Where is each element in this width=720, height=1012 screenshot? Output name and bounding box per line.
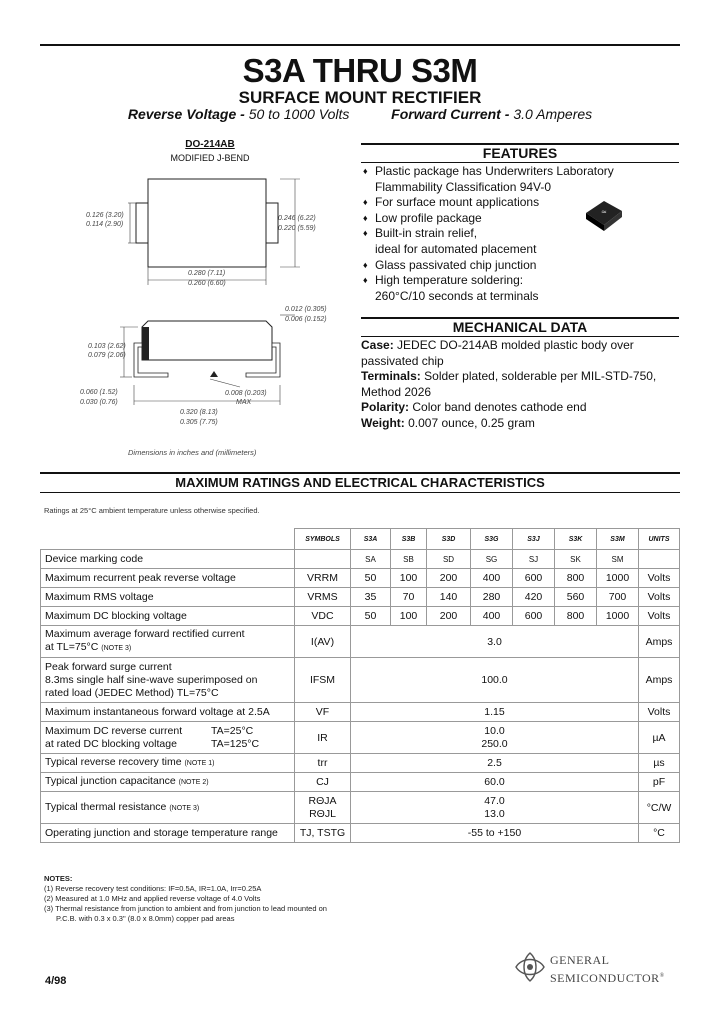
col-header: S3K bbox=[555, 529, 597, 550]
lead-right bbox=[266, 203, 278, 243]
dim-5: 0.280 (7.11) bbox=[188, 270, 226, 277]
ratings-line bbox=[0, 106, 720, 122]
notes-heading: NOTES: bbox=[44, 874, 73, 883]
reverse-voltage-value: 50 to 1000 Volts bbox=[248, 106, 350, 122]
mech-polarity: Polarity: Color band denotes cathode end bbox=[361, 400, 587, 415]
col-header: S3M bbox=[597, 529, 639, 550]
lead-left bbox=[136, 203, 148, 243]
dim-11: 0.060 (1.52) bbox=[80, 389, 118, 396]
package-caption: Dimensions in inches and (millimeters) bbox=[128, 448, 257, 457]
page-subtitle: SURFACE MOUNT RECTIFIER bbox=[238, 88, 482, 107]
note-item: P.C.B. with 0.3 x 0.3" (8.0 x 8.0mm) copper pad areas bbox=[56, 914, 235, 923]
ratings-table bbox=[40, 528, 680, 843]
col-header: S3B bbox=[391, 529, 427, 550]
dim-15: 0.320 (8.13) bbox=[180, 409, 218, 416]
col-header: SYMBOLS bbox=[295, 529, 351, 550]
table-row: Typical junction capacitance (NOTE 2) CJ 60.0 pF bbox=[41, 773, 680, 792]
mech-terminals: Terminals: Solder plated, solderable per MIL-STD-750, Method 2026 bbox=[361, 369, 657, 399]
dim-2: 0.114 (2.90) bbox=[86, 221, 124, 228]
dim-4: 0.220 (5.59) bbox=[278, 225, 316, 232]
feature-item: ♦ For surface mount applications bbox=[363, 195, 540, 210]
dim-9: 0.103 (2.62) bbox=[88, 343, 126, 350]
table-row: Device marking code SA SB SD SG SJ SK SM bbox=[41, 550, 680, 569]
dim-13: 0.008 (0.203) bbox=[225, 390, 267, 397]
separator-1: - bbox=[240, 106, 245, 122]
table-row: Peak forward surge current 8.3ms single half sine-wave superimposed on rated load (JEDEC Method) TL=75°C IFSM 100.0 Amps bbox=[41, 658, 680, 703]
feature-item: ♦ Low profile package bbox=[363, 210, 482, 225]
dim-14: MAX bbox=[236, 399, 252, 406]
cathode-band bbox=[142, 327, 149, 360]
col-header: UNITS bbox=[639, 529, 680, 550]
feature-item: ♦ Plastic package has Underwriters Laboratory Flammability Classification 94V-0 bbox=[363, 164, 614, 194]
note-item: (2) Measured at 1.0 MHz and applied reverse voltage of 4.0 Volts bbox=[44, 894, 261, 903]
features-bottom-rule bbox=[361, 162, 679, 163]
mech-case: Case: JEDEC DO-214AB molded plastic body over passivated chip bbox=[361, 338, 634, 368]
forward-current-label: Forward Current bbox=[391, 106, 501, 122]
product-photo bbox=[582, 195, 626, 235]
forward-current-value: 3.0 Amperes bbox=[513, 106, 593, 122]
reverse-voltage-label: Reverse Voltage bbox=[127, 106, 237, 122]
date-code: 4/98 bbox=[45, 975, 67, 987]
features-heading: FEATURES bbox=[482, 145, 558, 161]
dim-12: 0.030 (0.76) bbox=[80, 399, 118, 406]
notes bbox=[44, 874, 374, 924]
dim-6: 0.260 (6.60) bbox=[188, 280, 226, 287]
mechanical-heading: MECHANICAL DATA bbox=[452, 319, 588, 335]
package-name: DO-214AB bbox=[185, 139, 235, 150]
col-header: S3A bbox=[351, 529, 391, 550]
mech-weight: Weight: 0.007 ounce, 0.25 gram bbox=[361, 415, 535, 430]
feature-item: ♦ Built-in strain relief, ideal for automated placement bbox=[363, 226, 537, 256]
top-rule bbox=[40, 44, 680, 46]
features-list bbox=[363, 164, 683, 304]
max-ratings-heading: MAXIMUM RATINGS AND ELECTRICAL CHARACTERISTICS bbox=[175, 475, 545, 490]
table-row: Maximum RMS voltage VRMS 35 70 140 280 420 560 700 Volts bbox=[41, 588, 680, 607]
table-row: Typical thermal resistance (NOTE 3) RΘJA RΘJL 47.0 13.0 °C/W bbox=[41, 792, 680, 824]
table-row: Maximum average forward rectified current at TL=75°C (NOTE 3) I(AV) 3.0 Amps bbox=[41, 626, 680, 658]
table-row: Typical reverse recovery time (NOTE 1) trr 2.5 µs bbox=[41, 754, 680, 773]
separator-2: - bbox=[504, 106, 510, 122]
param-header bbox=[41, 529, 295, 550]
table-row: Maximum instantaneous forward voltage at 2.5A VF 1.15 Volts bbox=[41, 703, 680, 722]
svg-text:≈: ≈ bbox=[601, 208, 607, 216]
table-row: Maximum DC reverse current TA=25°C at rated DC blocking voltage TA=125°C IR 10.0 250.0 µA bbox=[41, 722, 680, 754]
col-header: S3D bbox=[427, 529, 471, 550]
package-drawing bbox=[80, 165, 330, 415]
package-body-side bbox=[142, 321, 272, 360]
table-row: Maximum DC blocking voltage VDC 50 100 200 400 600 800 1000 Volts bbox=[41, 607, 680, 626]
company-logo-icon bbox=[512, 950, 548, 984]
company-logo-text: GENERAL SEMICONDUCTOR® bbox=[550, 953, 665, 985]
col-header: S3J bbox=[513, 529, 555, 550]
mechanical-data bbox=[361, 338, 681, 432]
mechanical-bottom-rule bbox=[361, 336, 679, 337]
page-title: S3A THRU S3M bbox=[242, 52, 478, 89]
max-top-rule bbox=[40, 472, 680, 474]
max-bottom-rule bbox=[40, 492, 680, 493]
dim-10: 0.079 (2.06) bbox=[88, 352, 126, 359]
table-row: Maximum recurrent peak reverse voltage VRRM 50 100 200 400 600 800 1000 Volts bbox=[41, 569, 680, 588]
col-header: S3G bbox=[471, 529, 513, 550]
dim-3: 0.246 (6.22) bbox=[278, 215, 316, 222]
note-item: (3) Thermal resistance from junction to ambient and from junction to lead mounted on bbox=[44, 904, 327, 913]
dim-16: 0.305 (7.75) bbox=[180, 419, 218, 426]
dim-7: 0.012 (0.305) bbox=[285, 306, 327, 313]
dim-1: 0.126 (3.20) bbox=[86, 212, 124, 219]
feature-item: ♦ Glass passivated chip junction bbox=[363, 257, 537, 272]
ratings-note: Ratings at 25°C ambient temperature unless otherwise specified. bbox=[44, 506, 260, 515]
dim-8: 0.006 (0.152) bbox=[285, 316, 327, 323]
table-row: Operating junction and storage temperature range TJ, TSTG -55 to +150 °C bbox=[41, 824, 680, 843]
package-type: MODIFIED J-BEND bbox=[170, 153, 250, 163]
package-body-top bbox=[148, 179, 266, 267]
note-item: (1) Reverse recovery test conditions: IF=0.5A, IR=1.0A, Irr=0.25A bbox=[44, 884, 262, 893]
feature-item: ♦ High temperature soldering: 260°C/10 seconds at terminals bbox=[363, 273, 539, 303]
